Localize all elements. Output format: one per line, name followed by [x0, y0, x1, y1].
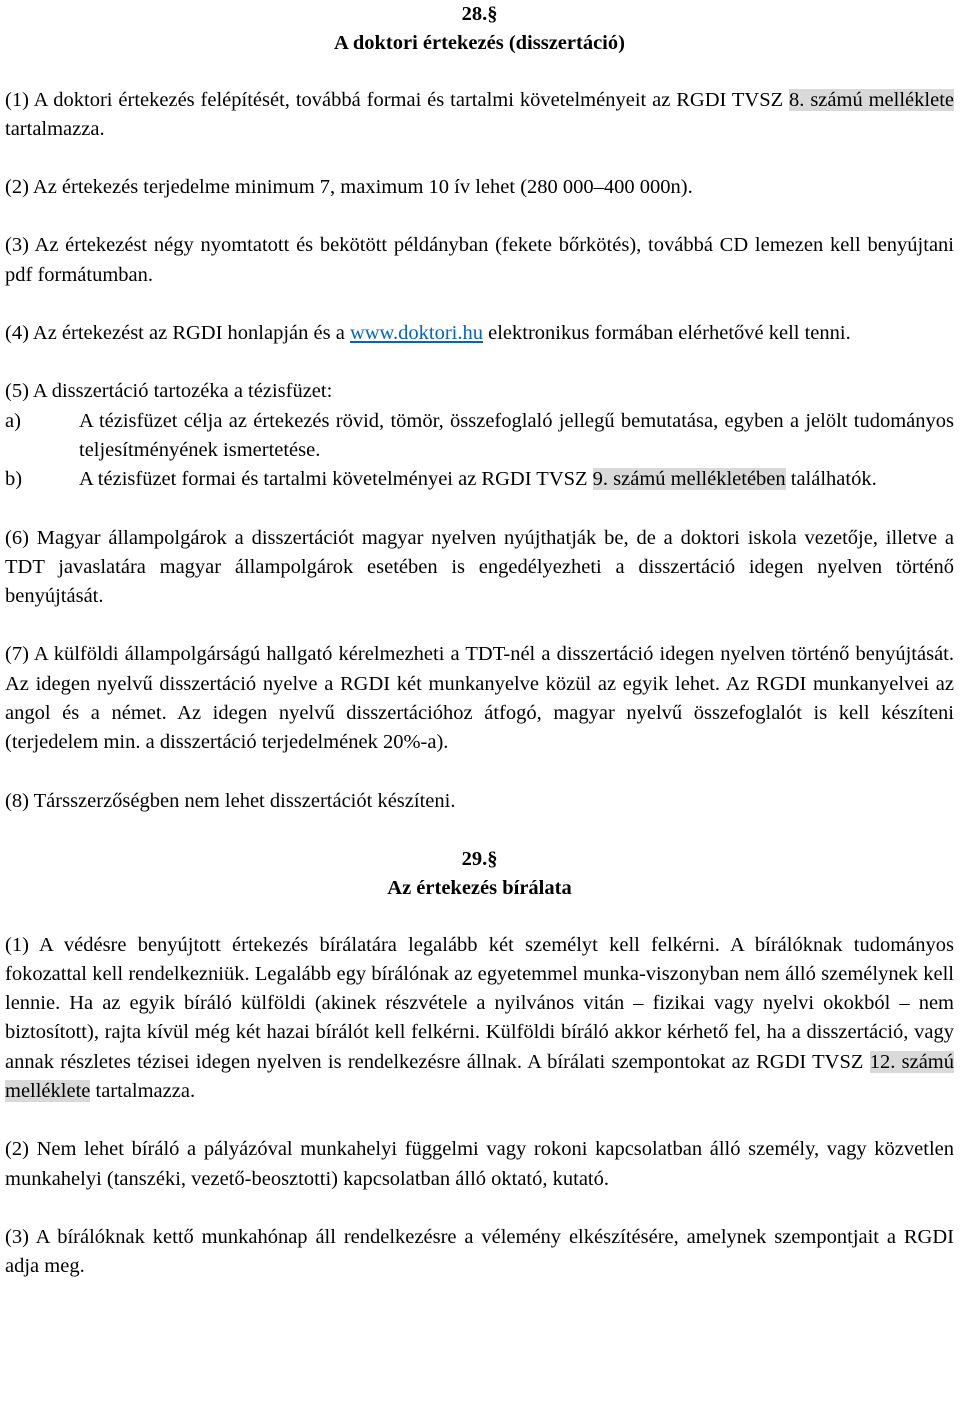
paragraph-text: (4) Az értekezést az RGDI honlapján és a: [5, 322, 350, 345]
paragraph-28-5-intro: (5) A disszertáció tartozéka a tézisfüzet:: [5, 380, 333, 403]
paragraph-29-3: (3) A bírálóknak kettő munkahónap áll rendelkezésre a vélemény elkészítésére, amelynek szempontjait a RGDI adja meg.: [5, 1225, 954, 1278]
paragraph-29-2: (2) Nem lehet bíráló a pályázóval munkahelyi függelmi vagy rokoni kapcsolatban álló személy, vagy közvetlen munkahelyi (tanszéki, vezető-beosztotti) kapcsolatban álló oktató, kutató.: [5, 1138, 954, 1190]
list-label: b): [5, 468, 23, 491]
section-number: 29.: [461, 847, 488, 870]
paragraph-28-8: (8) Társszerzőségben nem lehet disszertációt készíteni.: [5, 789, 456, 812]
list-label: a): [5, 409, 21, 432]
paragraph-28-6: (6) Magyar állampolgárok a disszertációt magyar nyelven nyújthatják be, de a doktori iskola vezetője, illetve a TDT javaslatára magyar állampolgárok esetében is engedélyezheti a disszertáció idegen nyelven történő benyújtását.: [5, 526, 954, 608]
highlighted-reference: 8. számú melléklete: [789, 88, 954, 111]
list-item-b: [5, 465, 954, 494]
highlighted-reference: 9. számú mellékletében: [592, 468, 786, 491]
paragraph-28-3: (3) Az értekezést négy nyomtatott és bekötött példányban (fekete bőrkötés), továbbá CD lemezen kell benyújtani pdf formátumban.: [5, 234, 954, 286]
section-29-title: Az értekezés bírálata: [387, 877, 572, 900]
highlighted-reference: 12. számú melléklete: [5, 1050, 954, 1103]
list-text: [79, 465, 954, 494]
paragraph-29-1: [5, 931, 954, 1107]
list-text-part: találhatók.: [785, 468, 877, 491]
section-29-heading: [5, 845, 954, 874]
paragraph-text: (1) A doktori értekezés felépítését, továbbá formai és tartalmi követelményeit az RGDI TVSZ: [5, 88, 790, 111]
list-text-part: A tézisfüzet formai és tartalmi követelményei az RGDI TVSZ: [79, 468, 593, 491]
paragraph-28-2: (2) Az értekezés terjedelme minimum 7, maximum 10 ív lehet (280 000–400 000n).: [5, 176, 693, 199]
section-number: 28.: [461, 3, 488, 25]
paragraph-text: tartalmazza.: [90, 1080, 196, 1103]
paragraph-28-1: [5, 86, 954, 145]
section-28-heading: [5, 0, 954, 29]
section-symbol: §: [487, 847, 498, 870]
paragraph-text: elektronikus formában elérhetővé kell tenni.: [483, 322, 851, 345]
section-28-title: A doktori értekezés (disszertáció): [334, 32, 625, 55]
paragraph-text: tartalmazza.: [5, 117, 105, 140]
doktori-link[interactable]: www.doktori.hu: [349, 322, 483, 345]
paragraph-text: (1) A védésre benyújtott értekezés bírálatára legalább két személyt kell felkérni. A bírálóknak tudományos fokozattal kell rendelkezniük. Legalább egy bírálónak az egyetemmel munka-viszonyban nem álló személynek kell lennie. Ha az egyik bíráló külföldi (akinek részvétele a nyilvános vitán – fizikai vagy nyelvi okokból – nem biztosított), rajta kívül még két hazai bírálót kell felkérni. Külföldi bíráló akkor kérhető fel, ha a disszertáció, vagy annak részletes tézisei idegen nyelven is rendelkezésre állnak. A bírálati szempontokat az RGDI TVSZ: [5, 933, 954, 1073]
list-text: A tézisfüzet célja az értekezés rövid, tömör, összefoglaló jellegű bemutatása, egyben a jelölt tudományos teljesítményének ismertetése.: [79, 409, 954, 461]
list-item-a: [5, 407, 954, 466]
section-symbol: §: [487, 3, 498, 25]
paragraph-28-7: (7) A külföldi állampolgárságú hallgató kérelmezheti a TDT-nél a disszertáció idegen nyelven történő benyújtását. Az idegen nyelvű disszertáció nyelve a RGDI két munkanyelve közül az egyik lehet. Az RGDI munkanyelvei az angol és a német. Az idegen nyelvű disszertációhoz átfogó, magyar nyelvű összefoglalót is kell készíteni (terjedelem min. a disszertáció terjedelmének 20%-a).: [5, 643, 954, 754]
paragraph-28-4: [5, 319, 954, 348]
